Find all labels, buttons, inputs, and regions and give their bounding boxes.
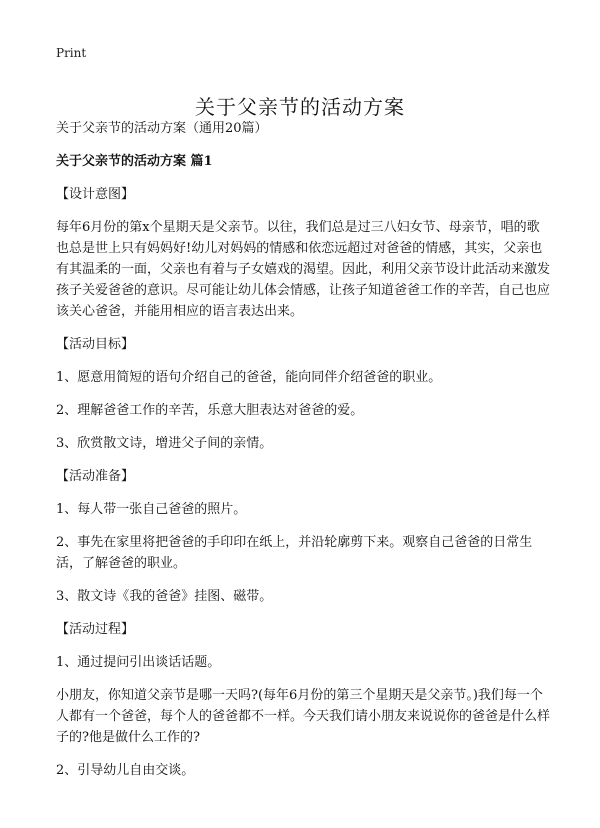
print-link[interactable]: Print [56, 46, 87, 60]
preparation-item: 2、事先在家里将把爸爸的手印印在纸上，并沿轮廓剪下来。观察自己爸爸的日常生活，了解爸爸的职业。 [56, 535, 533, 571]
article-heading: 关于父亲节的活动方案 篇1 [56, 154, 213, 169]
preparation-item: 1、每人带一张自己爸爸的照片。 [56, 502, 247, 517]
page-title: 关于父亲节的活动方案 [195, 95, 405, 120]
goal-item: 2、理解爸爸工作的辛苦，乐意大胆表达对爸爸的爱。 [56, 403, 364, 418]
section-heading-process: 【活动过程】 [56, 622, 135, 637]
section-heading-preparation: 【活动准备】 [56, 469, 135, 484]
document-content [56, 118, 552, 793]
preparation-item: 3、散文诗《我的爸爸》挂图、磁带。 [56, 589, 273, 604]
design-intent-paragraph: 每年6月份的第x个星期天是父亲节。以往，我们总是过三八妇女节、母亲节，唱的歌也总是世上只有妈妈好!幼儿对妈妈的情感和依恋远超过对爸爸的情感，其实，父亲也有其温柔的一面，父亲也有着与子女嬉戏的渴望。因此，利用父亲节设计此活动来激发孩子关爱爸爸的意识。尽可能让幼儿体会情感，让孩子知道爸爸工作的辛苦，自己也应该关心爸爸，并能用相应的语言表达出来。 [56, 220, 551, 319]
document-subtitle: 关于父亲节的活动方案（通用20篇） [56, 121, 268, 136]
goal-item: 3、欣赏散文诗，增进父子间的亲情。 [56, 436, 273, 451]
process-item: 1、通过提问引出谈话话题。 [56, 655, 221, 670]
section-heading-design-intent: 【设计意图】 [56, 187, 135, 202]
process-item: 2、引导幼儿自由交谈。 [56, 763, 195, 778]
process-paragraph: 小朋友，你知道父亲节是哪一天吗?(每年6月份的第三个星期天是父亲节。)我们每一个人都有一个爸爸，每个人的爸爸都不一样。今天我们请小朋友来说说你的爸爸是什么样子的?他是做什么工作的? [56, 688, 551, 745]
goal-item: 1、愿意用简短的语句介绍自己的爸爸，能向同伴介绍爸爸的职业。 [56, 370, 442, 385]
section-heading-goals: 【活动目标】 [56, 337, 135, 352]
